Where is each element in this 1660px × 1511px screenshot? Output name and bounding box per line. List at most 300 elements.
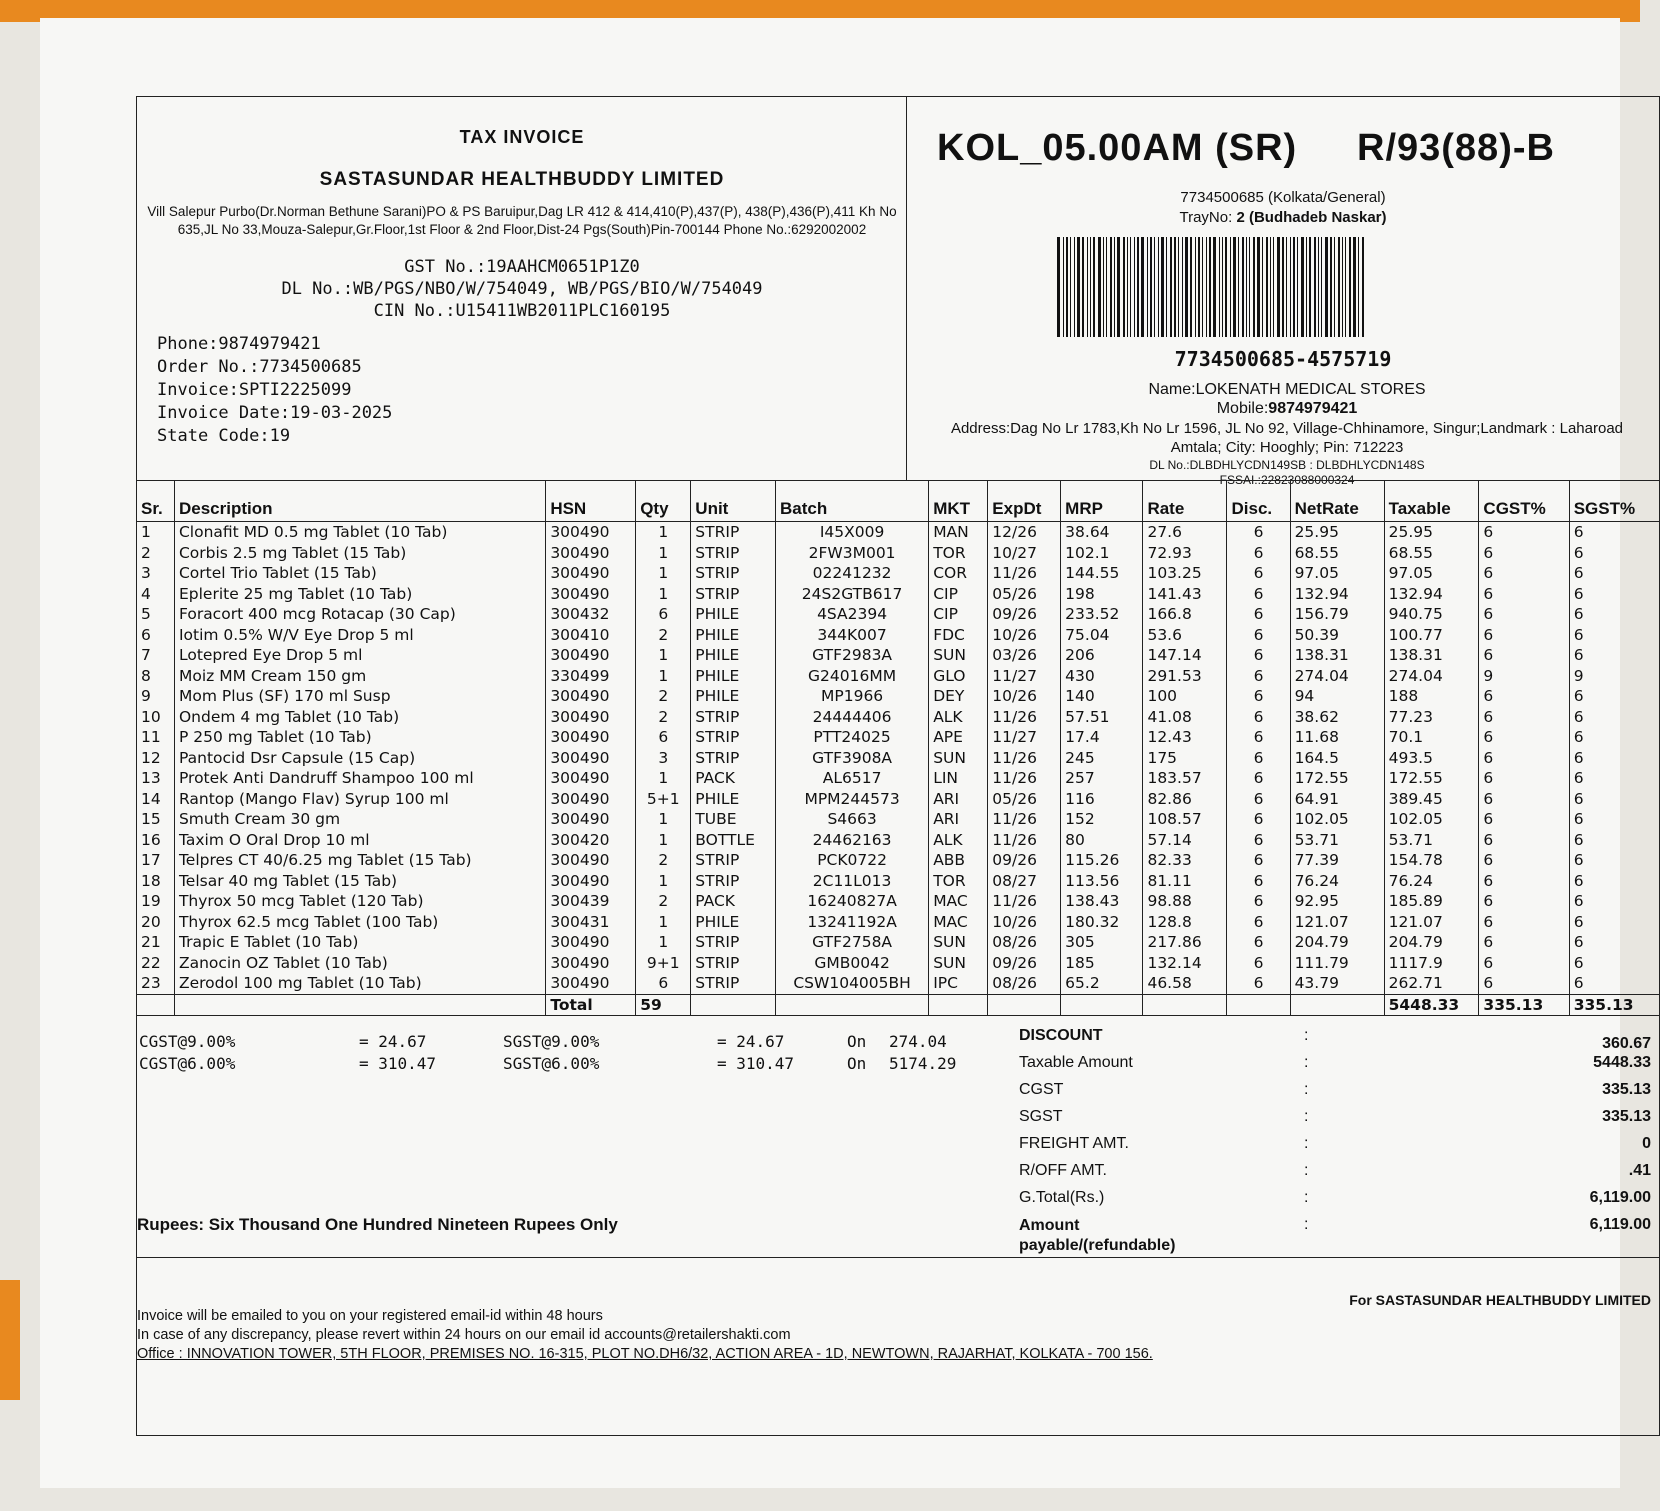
table-cell: 82.86 (1143, 789, 1227, 810)
table-cell: 76.24 (1290, 871, 1384, 892)
summary-value: 335.13 (1602, 1108, 1651, 1125)
table-cell: 6 (1569, 891, 1659, 912)
table-cell: 300490 (546, 871, 636, 892)
summary-row (1019, 1054, 1659, 1081)
table-cell: STRIP (691, 932, 776, 953)
table-row (137, 543, 1659, 564)
summary-label: R/OFF AMT. (1019, 1162, 1107, 1179)
summary-row (1019, 1108, 1659, 1135)
column-header: Description (174, 481, 545, 522)
barcode-bar (1242, 237, 1244, 337)
barcode-bar (1114, 237, 1115, 337)
barcode-bar (1141, 237, 1144, 337)
invoice-paper (40, 18, 1651, 1488)
table-cell: 1 (636, 666, 691, 687)
table-cell: Rantop (Mango Flav) Syrup 100 ml (174, 789, 545, 810)
barcode-bar (1238, 237, 1239, 337)
table-cell: 2 (636, 707, 691, 728)
table-cell: BOTTLE (691, 830, 776, 851)
table-cell: STRIP (691, 953, 776, 974)
barcode-bar (1358, 237, 1359, 337)
table-cell: 80 (1061, 830, 1143, 851)
table-row (137, 584, 1659, 605)
tax-breakup (137, 1032, 1017, 1076)
table-cell: 38.62 (1290, 707, 1384, 728)
barcode-bar (1110, 237, 1112, 337)
table-cell: GTF2758A (776, 932, 929, 953)
table-cell: 9 (141, 687, 151, 705)
barcode-bar (1190, 237, 1192, 337)
table-cell: 6 (1569, 522, 1659, 543)
table-cell: 5+1 (636, 789, 691, 810)
barcode-bar (1066, 237, 1068, 337)
barcode-bar (1127, 237, 1128, 337)
barcode-number: 7734500685-4575719 (1174, 347, 1392, 371)
table-cell: COR (929, 563, 988, 584)
table-cell: 65.2 (1061, 973, 1143, 994)
summary-colon: : (1304, 1081, 1309, 1098)
table-cell: 132.94 (1290, 584, 1384, 605)
invoice-frame (136, 96, 1660, 1436)
table-cell: 164.5 (1290, 748, 1384, 769)
table-cell: 274.04 (1290, 666, 1384, 687)
barcode-bar (1074, 237, 1075, 337)
table-cell: TUBE (691, 809, 776, 830)
table-cell: 10 (141, 707, 161, 726)
barcode-bar (1321, 237, 1322, 337)
footer-discrepancy-note: In case of any discrepancy, please revert within 24 hours on our email id accounts@retailershakti.com (137, 1327, 791, 1343)
table-row (137, 830, 1659, 851)
table-cell: 11/27 (988, 666, 1061, 687)
table-cell: 300490 (546, 707, 636, 728)
barcode-bar (1198, 237, 1200, 337)
table-cell: STRIP (691, 543, 776, 564)
table-cell: 2 (636, 686, 691, 707)
table-cell: 100.77 (1384, 625, 1479, 646)
table-cell: 3 (636, 748, 691, 769)
table-cell: Smuth Cream 30 gm (174, 809, 545, 830)
barcode-bar (1182, 237, 1183, 337)
table-cell: 6 (1569, 809, 1659, 830)
column-header: Rate (1143, 481, 1227, 522)
table-row (137, 727, 1659, 748)
barcode-bar (1262, 237, 1263, 337)
table-cell: 300490 (546, 563, 636, 584)
table-row (137, 891, 1659, 912)
table-cell: 81.11 (1143, 871, 1227, 892)
column-header: NetRate (1290, 481, 1384, 522)
table-cell: 6 (1227, 850, 1290, 871)
table-cell: PHILE (691, 789, 776, 810)
table-cell: 300490 (546, 543, 636, 564)
table-cell: Clonafit MD 0.5 mg Tablet (10 Tab) (174, 522, 545, 543)
table-cell: 6 (1479, 809, 1569, 830)
sgst-rate: SGST@9.00% (503, 1032, 600, 1051)
barcode-bar (1282, 237, 1284, 337)
table-cell: Taxim O Oral Drop 10 ml (174, 830, 545, 851)
table-cell: 103.25 (1143, 563, 1227, 584)
table-cell: 11/27 (988, 727, 1061, 748)
table-cell: 9 (1569, 666, 1659, 687)
table-cell: 11/26 (988, 563, 1061, 584)
table-cell: 10/27 (988, 543, 1061, 564)
table-row (137, 768, 1659, 789)
table-cell: 300490 (546, 850, 636, 871)
barcode-bar (1185, 237, 1188, 337)
route: KOL_05.00AM (SR) (937, 127, 1298, 169)
table-cell: 6 (1479, 953, 1569, 974)
barcode-bar (1178, 237, 1179, 337)
table-cell: 11/26 (988, 809, 1061, 830)
table-cell: 102.05 (1290, 809, 1384, 830)
background-edge-left (0, 1280, 20, 1400)
table-cell: 25.95 (1290, 522, 1384, 543)
table-cell: LIN (929, 768, 988, 789)
total-row (137, 994, 1659, 1016)
barcode-bar (1222, 237, 1223, 337)
table-cell: 77.39 (1290, 850, 1384, 871)
table-cell: 141.43 (1143, 584, 1227, 605)
table-cell: 08/26 (988, 973, 1061, 994)
summary-label: FREIGHT AMT. (1019, 1135, 1129, 1152)
table-cell: 121.07 (1384, 912, 1479, 933)
barcode-bar (1206, 237, 1207, 337)
table-cell: 2FW3M001 (776, 543, 929, 564)
table-cell: ARI (929, 789, 988, 810)
table-row (137, 645, 1659, 666)
table-cell: 6 (1479, 871, 1569, 892)
table-cell: SUN (929, 645, 988, 666)
table-cell: 53.71 (1290, 830, 1384, 851)
tray-label: TrayNo: (1179, 209, 1233, 226)
summary-value: 6,119.00 (1589, 1189, 1651, 1206)
barcode-bar (1090, 237, 1091, 337)
table-row (137, 789, 1659, 810)
table-cell: 11.68 (1290, 727, 1384, 748)
table-cell: 300410 (546, 625, 636, 646)
barcode-bar (1219, 237, 1220, 337)
total-cell: 335.13 (1479, 994, 1569, 1016)
table-row (137, 625, 1659, 646)
table-cell: 92.95 (1290, 891, 1384, 912)
table-cell: STRIP (691, 563, 776, 584)
table-cell: 6 (1569, 850, 1659, 871)
total-cell (1061, 994, 1143, 1016)
total-cell (174, 994, 545, 1016)
table-row (137, 871, 1659, 892)
table-row (137, 932, 1659, 953)
table-cell: 12.43 (1143, 727, 1227, 748)
table-cell: FDC (929, 625, 988, 646)
cgst-amount: = 310.47 (359, 1054, 437, 1073)
table-cell: 6 (1569, 604, 1659, 625)
invoice-title: TAX INVOICE (459, 127, 585, 147)
table-cell: 1 (636, 543, 691, 564)
footer-notes (137, 1307, 1153, 1364)
summary-colon: : (1304, 1108, 1309, 1125)
sgst-rate: SGST@6.00% (503, 1054, 600, 1073)
table-cell: PACK (691, 768, 776, 789)
table-cell: 132.14 (1143, 953, 1227, 974)
table-cell: 102.1 (1061, 543, 1143, 564)
tax-base: 5174.29 (889, 1054, 957, 1073)
barcode-bar (1334, 237, 1335, 337)
table-cell: 245 (1061, 748, 1143, 769)
summary-label: SGST (1019, 1108, 1063, 1125)
table-cell: 6 (1479, 686, 1569, 707)
table-cell: MAN (929, 522, 988, 543)
tax-breakup-row (137, 1032, 1017, 1054)
table-cell: Protek Anti Dandruff Shampoo 100 ml (174, 768, 545, 789)
table-cell: 97.05 (1384, 563, 1479, 584)
table-cell: 6 (1569, 686, 1659, 707)
items-table (137, 480, 1659, 1016)
table-cell: 11 (141, 728, 161, 746)
table-cell: 6 (636, 604, 691, 625)
order-number: Order No.:7734500685 (157, 357, 362, 377)
company-name: SASTASUNDAR HEALTHBUDDY LIMITED (319, 169, 725, 190)
table-cell: 08/27 (988, 871, 1061, 892)
barcode-bar (1137, 237, 1139, 337)
table-cell: ALK (929, 707, 988, 728)
barcode-bar (1233, 237, 1236, 337)
table-cell: 6 (636, 727, 691, 748)
table-cell: 144.55 (1061, 563, 1143, 584)
table-cell: 21 (141, 933, 161, 951)
table-cell: 43.79 (1290, 973, 1384, 994)
table-cell: 18 (141, 871, 161, 890)
table-cell: Zerodol 100 mg Tablet (10 Tab) (174, 973, 545, 994)
barcode-bar (1057, 237, 1060, 337)
table-cell: 6 (1227, 543, 1290, 564)
table-cell: 1 (636, 584, 691, 605)
barcode-bar (1158, 237, 1159, 337)
table-cell: 300420 (546, 830, 636, 851)
table-cell: PHILE (691, 604, 776, 625)
invoice-number: Invoice:SPTI2225099 (157, 380, 352, 400)
summary-colon: : (1304, 1189, 1309, 1206)
barcode-bar (1087, 237, 1088, 337)
table-cell: 11/26 (988, 748, 1061, 769)
barcode-bar (1325, 237, 1328, 337)
table-header-row (137, 481, 1659, 522)
barcode-bar (1362, 237, 1364, 337)
table-cell: 115.26 (1061, 850, 1143, 871)
barcode-bar (1353, 237, 1356, 337)
table-cell: Thyrox 50 mcg Tablet (120 Tab) (174, 891, 545, 912)
table-cell: 6 (1227, 727, 1290, 748)
sgst-amount: = 310.47 (717, 1054, 795, 1073)
table-cell: 17 (141, 851, 161, 869)
table-cell: 138.31 (1290, 645, 1384, 666)
column-header: Unit (691, 481, 776, 522)
table-cell: 12/26 (988, 522, 1061, 543)
column-header: Taxable (1384, 481, 1479, 522)
table-cell: 102.05 (1384, 809, 1479, 830)
table-cell: 1 (636, 932, 691, 953)
table-cell: 138.43 (1061, 891, 1143, 912)
table-cell: 6 (1569, 645, 1659, 666)
barcode-bar (1117, 237, 1120, 337)
table-cell: G24016MM (776, 666, 929, 687)
cgst-amount: = 24.67 (359, 1032, 427, 1051)
table-cell: 8 (141, 666, 151, 685)
barcode-bar (1309, 237, 1311, 337)
table-cell: 23 (141, 974, 161, 992)
table-cell: 08/26 (988, 932, 1061, 953)
table-cell: 6 (1479, 625, 1569, 646)
barcode-bar (1301, 237, 1304, 337)
table-cell: 5 (141, 605, 151, 623)
table-cell: 132.94 (1384, 584, 1479, 605)
barcode-bar (1230, 237, 1231, 337)
table-cell: 6 (1227, 830, 1290, 851)
table-cell: 185 (1061, 953, 1143, 974)
barcode-bar (1147, 237, 1148, 337)
table-row (137, 604, 1659, 625)
total-cell (988, 994, 1061, 1016)
barcode (1057, 237, 1517, 337)
table-cell: MP1966 (776, 686, 929, 707)
mobile-number: 9874979421 (1268, 400, 1358, 417)
table-cell: 19 (141, 892, 161, 910)
tax-breakup-row (137, 1054, 1017, 1076)
barcode-bar (1306, 237, 1307, 337)
table-cell: MAC (929, 912, 988, 933)
table-cell: 138.31 (1384, 645, 1479, 666)
footer-office-address: Office : INNOVATION TOWER, 5TH FLOOR, PREMISES NO. 16-315, PLOT NO.DH6/32, ACTION AREA - 1D, NEWTOWN, RAJARHAT, KOLKATA - 700 156. (137, 1346, 1153, 1362)
table-cell: 76.24 (1384, 871, 1479, 892)
table-cell: 97.05 (1290, 563, 1384, 584)
barcode-bar (1103, 237, 1104, 337)
summary-value: 0 (1642, 1135, 1651, 1152)
table-cell: 6 (1227, 748, 1290, 769)
table-cell: 113.56 (1061, 871, 1143, 892)
barcode-bar (1290, 237, 1291, 337)
total-cell (776, 994, 929, 1016)
table-cell: 300490 (546, 645, 636, 666)
table-cell: 1 (141, 523, 151, 541)
table-cell: 183.57 (1143, 768, 1227, 789)
barcode-bar (1161, 237, 1164, 337)
table-cell: 13 (141, 769, 161, 787)
total-cell: 5448.33 (1384, 994, 1479, 1016)
total-cell: 335.13 (1569, 994, 1659, 1016)
route-code: R/93(88)-B (1357, 127, 1555, 169)
table-cell: 6 (1569, 830, 1659, 851)
table-cell: 6 (1569, 543, 1659, 564)
table-cell: 6 (1569, 973, 1659, 994)
summary-colon: : (1304, 1027, 1309, 1044)
barcode-bar (1277, 237, 1280, 337)
summary-value: .41 (1628, 1162, 1651, 1179)
table-cell: 300490 (546, 953, 636, 974)
table-cell: GMB0042 (776, 953, 929, 974)
table-cell: 6 (1479, 912, 1569, 933)
table-row (137, 686, 1659, 707)
cgst-rate: CGST@9.00% (139, 1032, 236, 1051)
barcode-bar (1063, 237, 1064, 337)
table-cell: 25.95 (1384, 522, 1479, 543)
table-cell: 300490 (546, 809, 636, 830)
barcode-bar (1077, 237, 1080, 337)
table-cell: 175 (1143, 748, 1227, 769)
table-cell: 6 (1227, 891, 1290, 912)
table-cell: 6 (1479, 891, 1569, 912)
column-header: Sr. (137, 481, 174, 522)
table-cell: TOR (929, 871, 988, 892)
shipping-header (907, 97, 1659, 487)
table-row (137, 666, 1659, 687)
table-cell: 6 (1479, 748, 1569, 769)
table-cell: 6 (1569, 707, 1659, 728)
table-cell: 6 (1479, 563, 1569, 584)
cin-number: CIN No.:U15411WB2011PLC160195 (373, 301, 671, 321)
table-cell: 6 (1479, 522, 1569, 543)
totals-summary (1019, 1027, 1659, 1254)
table-cell: 3 (141, 564, 151, 582)
total-cell (691, 994, 776, 1016)
table-cell: 53.71 (1384, 830, 1479, 851)
table-cell: 291.53 (1143, 666, 1227, 687)
summary-label: Amount payable/(refundable) (1019, 1217, 1176, 1254)
column-header: SGST% (1569, 481, 1659, 522)
table-cell: PHILE (691, 645, 776, 666)
summary-row (1019, 1162, 1659, 1189)
table-cell: PTT24025 (776, 727, 929, 748)
table-cell: 2 (636, 850, 691, 871)
table-cell: Mom Plus (SF) 170 ml Susp (174, 686, 545, 707)
table-cell: 2C11L013 (776, 871, 929, 892)
table-cell: Lotepred Eye Drop 5 ml (174, 645, 545, 666)
table-cell: 6 (1227, 768, 1290, 789)
table-cell: PHILE (691, 686, 776, 707)
table-cell: 430 (1061, 666, 1143, 687)
barcode-bar (1150, 237, 1152, 337)
table-cell: S4663 (776, 809, 929, 830)
column-header: HSN (546, 481, 636, 522)
barcode-bar (1123, 237, 1125, 337)
table-cell: 6 (1227, 522, 1290, 543)
barcode-bar (1338, 237, 1340, 337)
summary-value: 6,119.00 (1589, 1216, 1651, 1233)
table-cell: 2 (141, 543, 151, 562)
total-cell (137, 994, 174, 1016)
table-cell: 16240827A (776, 891, 929, 912)
summary-colon: : (1304, 1216, 1309, 1233)
divider (137, 1257, 1659, 1258)
table-cell: 12 (141, 748, 161, 767)
barcode-bar (1270, 237, 1271, 337)
table-cell: 172.55 (1384, 768, 1479, 789)
table-cell: 6 (1569, 727, 1659, 748)
barcode-bar (1202, 237, 1203, 337)
barcode-bar (1318, 237, 1319, 337)
customer-name: Name:LOKENATH MEDICAL STORES (1148, 381, 1426, 398)
table-cell: 6 (1227, 625, 1290, 646)
table-row (137, 522, 1659, 543)
table-cell: CIP (929, 604, 988, 625)
table-cell: 128.8 (1143, 912, 1227, 933)
table-cell: 11/26 (988, 830, 1061, 851)
table-cell: 300432 (546, 604, 636, 625)
table-cell: 300490 (546, 789, 636, 810)
barcode-bar (1082, 237, 1084, 337)
seller-header (137, 97, 907, 480)
on-label: On (847, 1054, 867, 1073)
table-cell: SUN (929, 953, 988, 974)
column-header: Disc. (1227, 481, 1290, 522)
